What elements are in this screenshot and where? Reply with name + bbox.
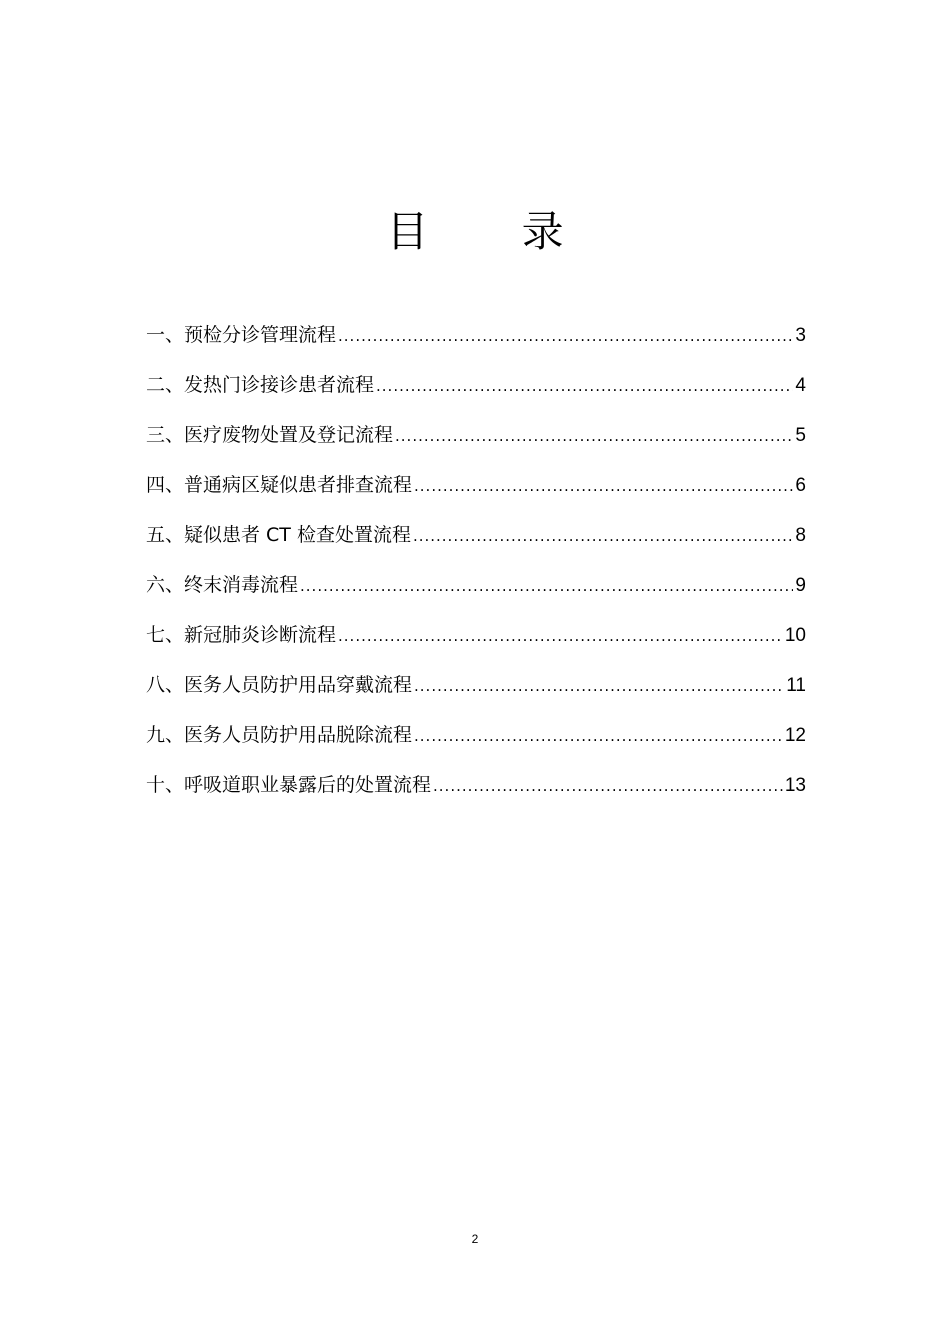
toc-entry[interactable] — [146, 718, 806, 768]
toc-entry[interactable] — [146, 518, 806, 568]
toc-entry-page: 8 — [795, 525, 806, 546]
toc-dot-leader — [413, 519, 793, 553]
toc-entry-page: 5 — [795, 425, 806, 446]
page-title: 目 录 — [386, 207, 604, 257]
toc-entry[interactable] — [146, 618, 806, 668]
toc-entry-page: 10 — [784, 625, 806, 646]
toc-entry-label: 四、普通病区疑似患者排查流程 — [146, 474, 413, 496]
toc-entry-page: 12 — [784, 725, 806, 746]
toc-dot-leader — [300, 569, 793, 603]
toc-entry-page: 13 — [784, 775, 806, 796]
toc-dot-leader — [414, 669, 784, 703]
toc-entry-label: 三、医疗废物处置及登记流程 — [146, 424, 394, 446]
toc-entry-page: 3 — [795, 325, 806, 346]
table-of-contents — [146, 318, 806, 818]
toc-entry[interactable] — [146, 368, 806, 418]
toc-entry[interactable] — [146, 668, 806, 718]
toc-entry-label: 九、医务人员防护用品脱除流程 — [146, 724, 413, 746]
toc-entry-label: 七、新冠肺炎诊断流程 — [146, 624, 337, 646]
toc-entry[interactable] — [146, 468, 806, 518]
toc-entry[interactable] — [146, 768, 806, 818]
toc-dot-leader — [433, 769, 783, 803]
toc-entry-page: 9 — [795, 575, 806, 596]
toc-dot-leader — [414, 719, 783, 753]
toc-dot-leader — [395, 419, 793, 453]
toc-dot-leader — [338, 619, 783, 653]
toc-entry[interactable] — [146, 318, 806, 368]
toc-entry-label: 八、医务人员防护用品穿戴流程 — [146, 674, 413, 696]
toc-dot-leader — [414, 469, 793, 503]
toc-entry-label: 五、疑似患者 CT 检查处置流程 — [146, 524, 411, 546]
toc-entry-label: 十、呼吸道职业暴露后的处置流程 — [146, 774, 432, 796]
page-number: 2 — [471, 1232, 479, 1246]
toc-entry-page: 4 — [795, 375, 806, 396]
toc-entry-page: 6 — [795, 475, 806, 496]
toc-entry-label: 一、预检分诊管理流程 — [146, 324, 337, 346]
toc-entry-page: 11 — [786, 675, 806, 696]
toc-entry-label: 二、发热门诊接诊患者流程 — [146, 374, 375, 396]
toc-dot-leader — [338, 319, 793, 353]
toc-entry[interactable] — [146, 418, 806, 468]
toc-dot-leader — [376, 369, 793, 403]
toc-entry[interactable] — [146, 568, 806, 618]
toc-entry-label: 六、终末消毒流程 — [146, 574, 299, 596]
